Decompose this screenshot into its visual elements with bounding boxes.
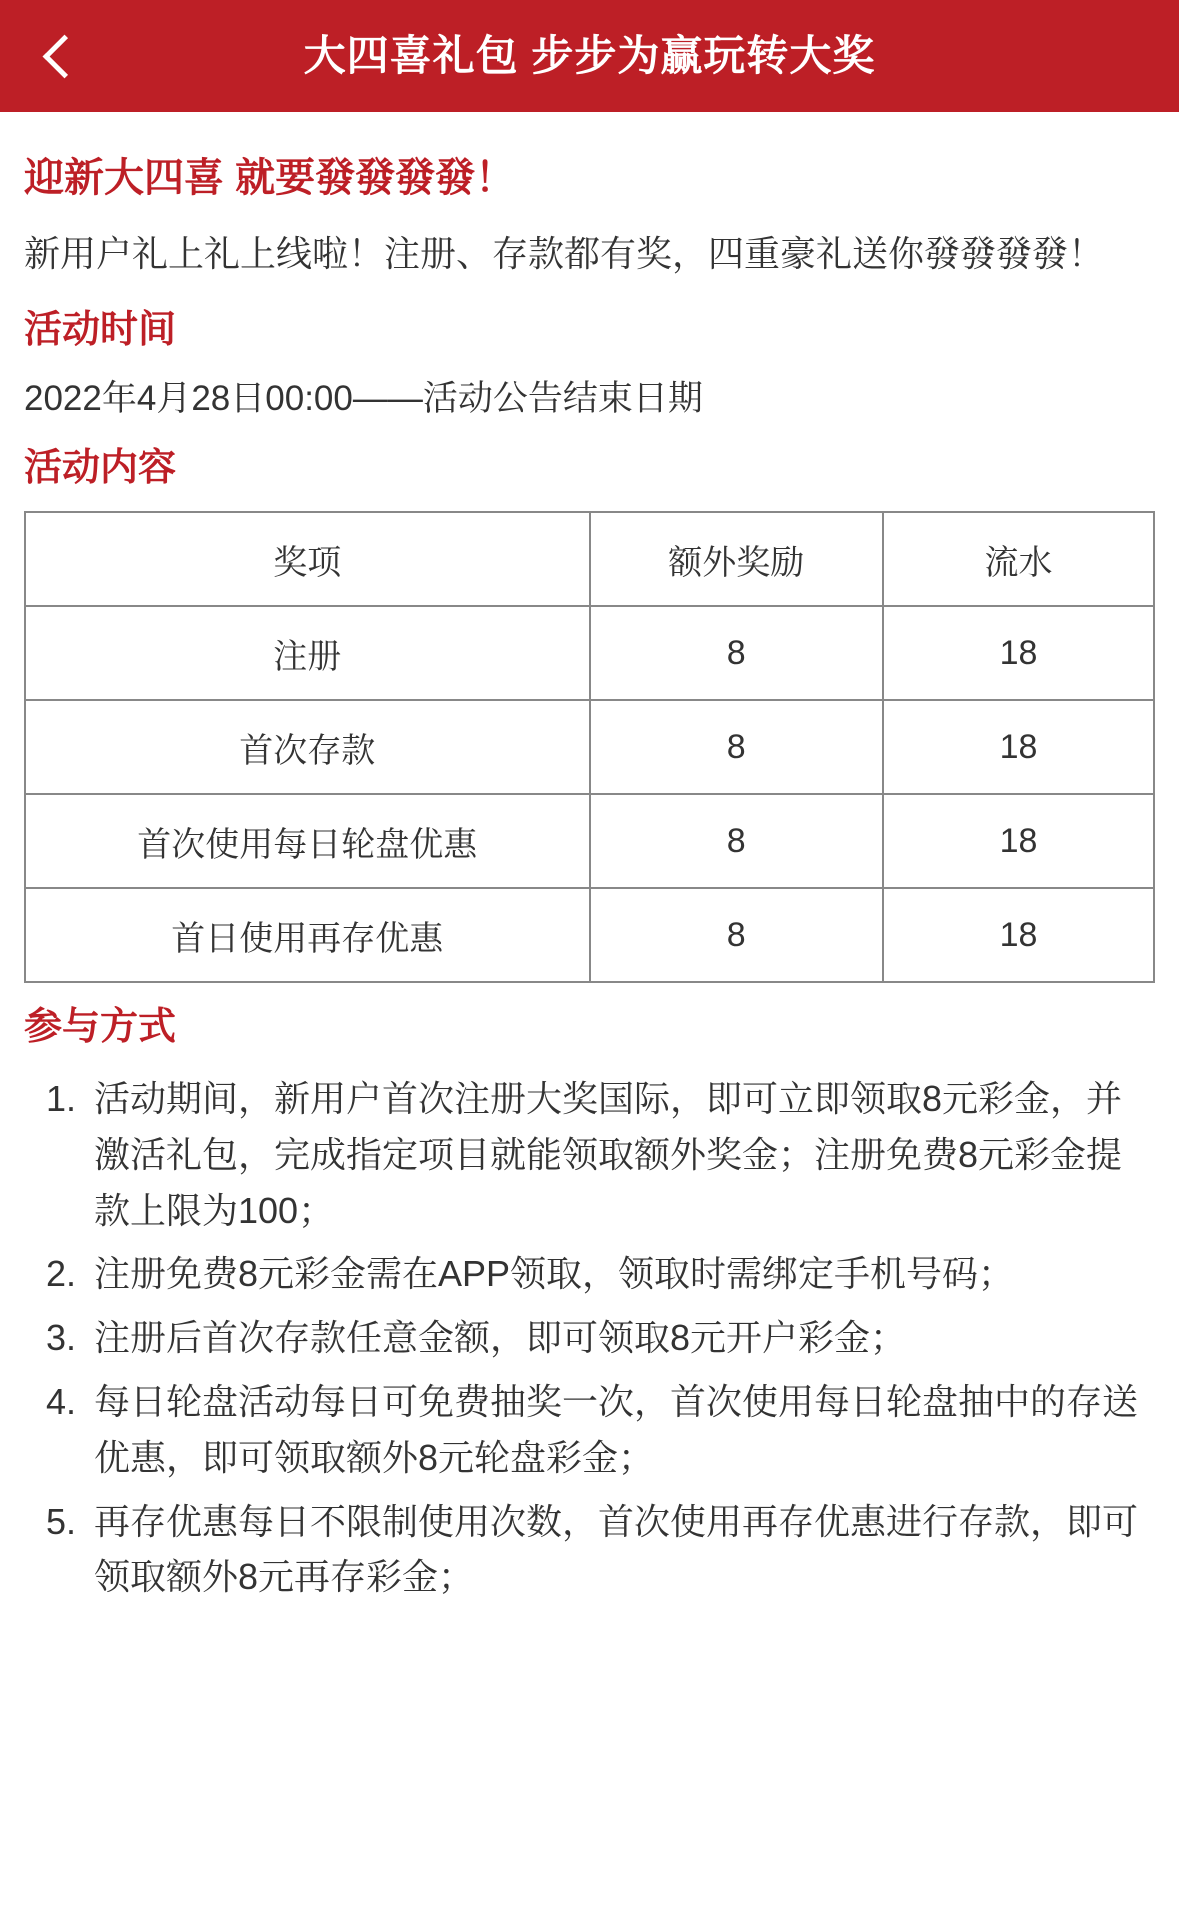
chevron-left-icon <box>42 34 86 78</box>
reward-table <box>24 511 1155 983</box>
table-cell: 首次使用每日轮盘优惠 <box>25 794 590 888</box>
table-cell: 首日使用再存优惠 <box>25 888 590 982</box>
table-row <box>25 888 1154 982</box>
page-title: 大四喜礼包 步步为赢玩转大奖 <box>303 32 876 79</box>
table-cell: 8 <box>590 606 884 700</box>
app-header <box>0 0 1179 112</box>
table-row <box>25 794 1154 888</box>
list-item: 1. 活动期间，新用户首次注册大奖国际，即可立即领取8元彩金，并激活礼包，完成指定项目就能领取额外奖金；注册免费8元彩金提款上限为100； <box>86 1071 1155 1238</box>
table-cell: 18 <box>883 794 1154 888</box>
participation-steps <box>24 1071 1155 1605</box>
table-header-row <box>25 512 1154 606</box>
section-title-join: 参与方式 <box>24 1006 177 1049</box>
table-cell: 8 <box>590 794 884 888</box>
list-item: 3. 注册后首次存款任意金额，即可领取8元开户彩金； <box>86 1310 1155 1366</box>
list-item: 5. 再存优惠每日不限制使用次数，首次使用再存优惠进行存款，即可领取额外8元再存彩金； <box>86 1494 1155 1606</box>
lead-paragraph: 新用户礼上礼上线啦！注册、存款都有奖，四重豪礼送你發發發發！ <box>24 233 1105 274</box>
promo-content <box>0 112 1179 1653</box>
list-item: 2. 注册免费8元彩金需在APP领取，领取时需绑定手机号码； <box>86 1246 1155 1302</box>
table-cell: 18 <box>883 606 1154 700</box>
table-cell: 注册 <box>25 606 590 700</box>
section-title-time: 活动时间 <box>24 308 177 351</box>
table-header-cell: 流水 <box>883 512 1154 606</box>
table-cell: 首次存款 <box>25 700 590 794</box>
table-cell: 8 <box>590 700 884 794</box>
table-cell: 8 <box>590 888 884 982</box>
table-cell: 18 <box>883 700 1154 794</box>
list-item: 4. 每日轮盘活动每日可免费抽奖一次，首次使用每日轮盘抽中的存送优惠，即可领取额外8元轮盘彩金； <box>86 1374 1155 1486</box>
section-title-content: 活动内容 <box>24 446 177 489</box>
table-cell: 18 <box>883 888 1154 982</box>
activity-time-text: 2022年4月28日00:00——活动公告结束日期 <box>24 379 703 419</box>
table-row <box>25 700 1154 794</box>
table-header-cell: 额外奖励 <box>590 512 884 606</box>
table-row <box>25 606 1154 700</box>
lead-title: 迎新大四喜 就要發發發發！ <box>24 156 516 200</box>
back-button[interactable] <box>32 28 88 84</box>
table-header-cell: 奖项 <box>25 512 590 606</box>
